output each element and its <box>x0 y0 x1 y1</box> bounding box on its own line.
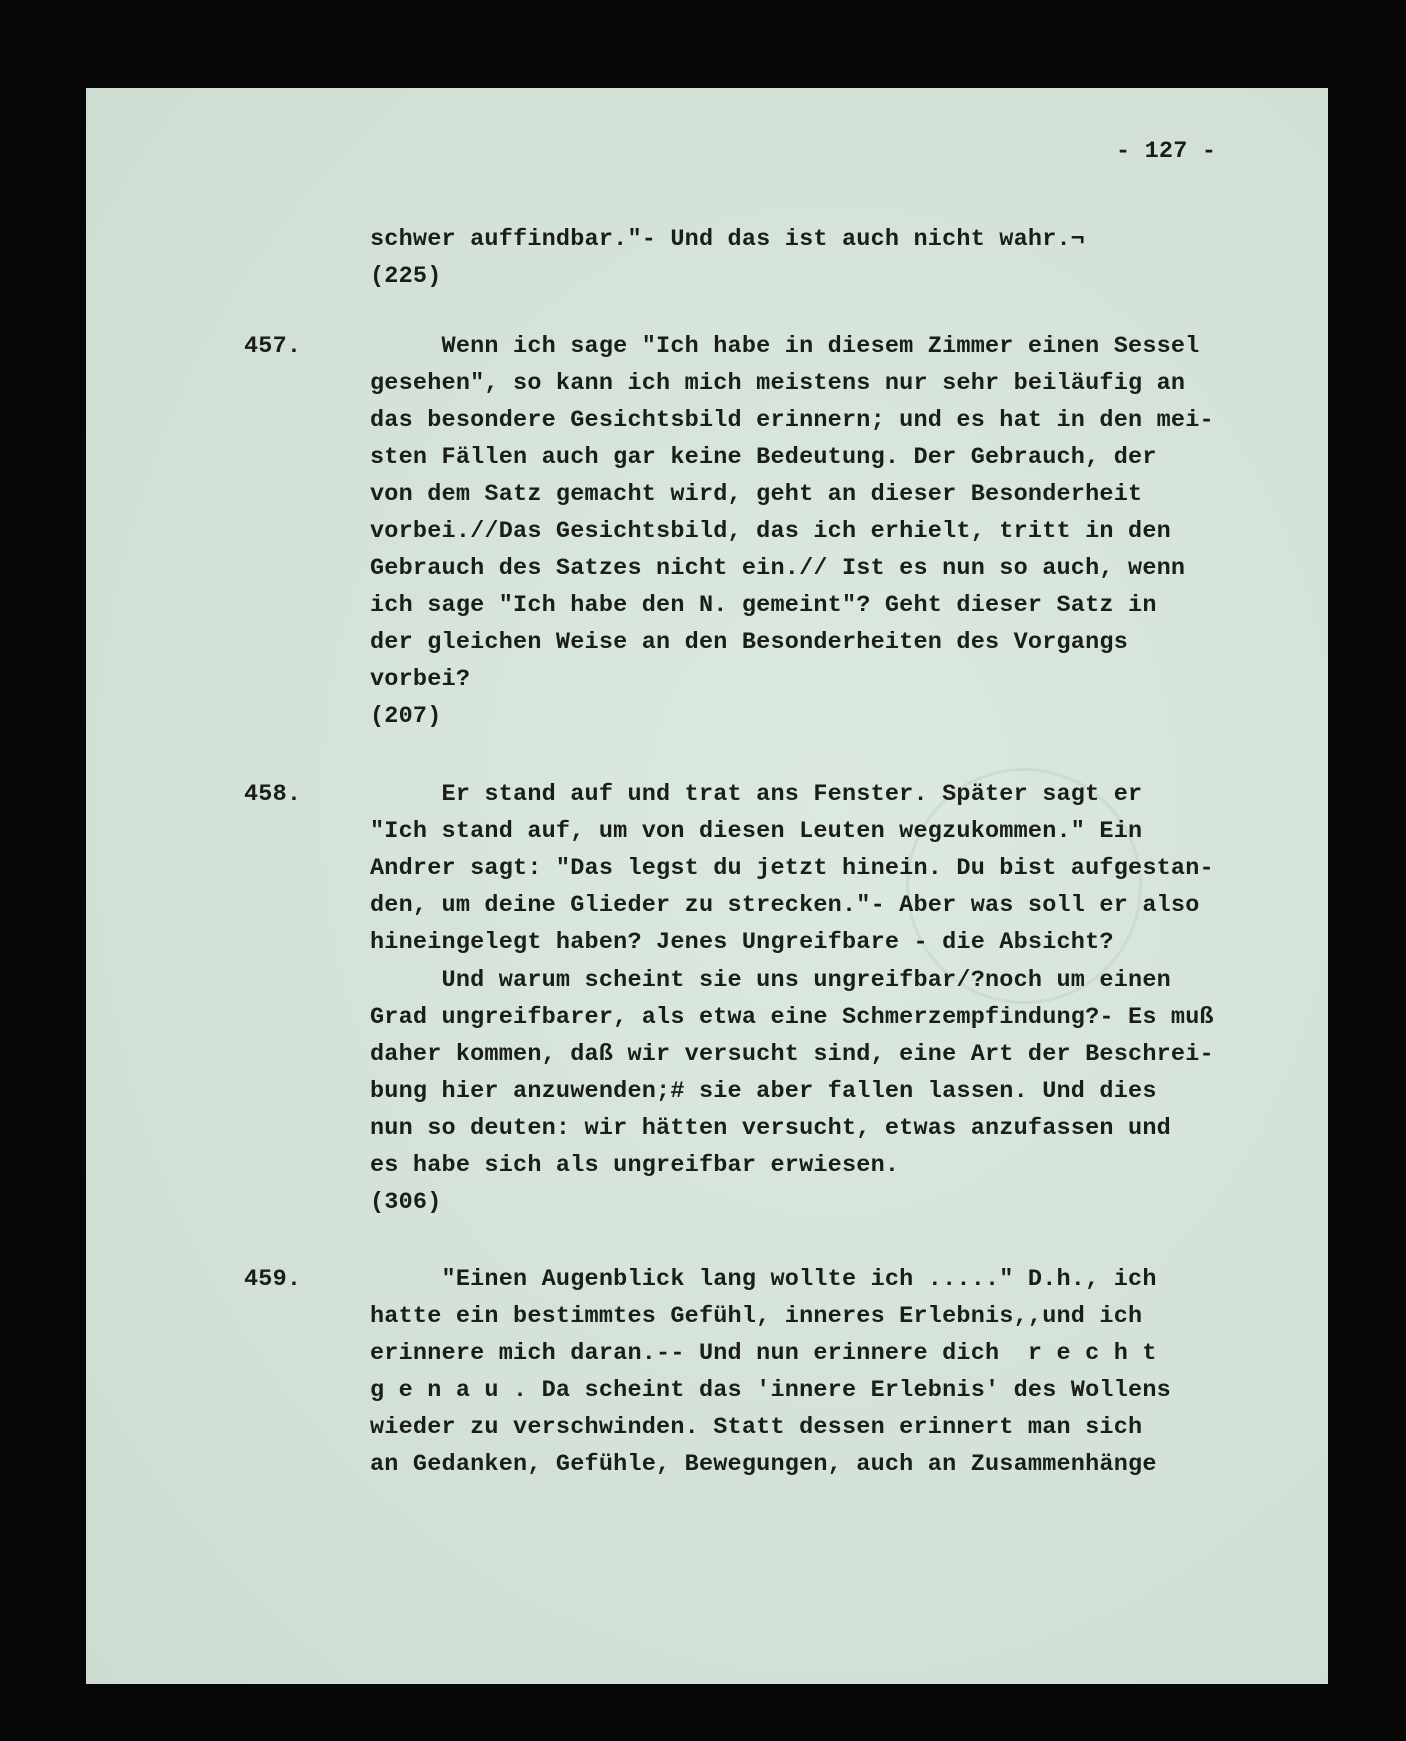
page-number: - 127 - <box>1116 138 1217 165</box>
text-line: (207) <box>370 703 442 730</box>
text-line: hatte ein bestimmtes Gefühl, inneres Erlebnis,,und ich <box>370 1303 1143 1330</box>
text-line: g e n a u . Da scheint das 'innere Erlebnis' des Wollens <box>370 1377 1171 1404</box>
text-line: das besondere Gesichtsbild erinnern; und es hat in den mei- <box>370 407 1214 434</box>
text-line: Andrer sagt: "Das legst du jetzt hinein. Du bist aufgestan- <box>370 855 1214 882</box>
section-number: 457. <box>244 333 302 360</box>
text-line: vorbei.//Das Gesichtsbild, das ich erhielt, tritt in den <box>370 518 1171 545</box>
text-line: wieder zu verschwinden. Statt dessen erinnert man sich <box>370 1414 1143 1441</box>
text-line: Und warum scheint sie uns ungreifbar/?noch um einen <box>370 967 1171 994</box>
text-line: erinnere mich daran.-- Und nun erinnere dich r e c h t <box>370 1340 1157 1367</box>
text-line: von dem Satz gemacht wird, geht an dieser Besonderheit <box>370 481 1143 508</box>
text-line: es habe sich als ungreifbar erwiesen. <box>370 1152 900 1179</box>
text-line: (306) <box>370 1189 442 1216</box>
section-number: 458. <box>244 781 302 808</box>
text-line: Grad ungreifbarer, als etwa eine Schmerzempfindung?- Es muß <box>370 1004 1214 1031</box>
text-line: ich sage "Ich habe den N. gemeint"? Geht dieser Satz in <box>370 592 1157 619</box>
text-line: (225) <box>370 263 442 290</box>
text-line: daher kommen, daß wir versucht sind, eine Art der Beschrei- <box>370 1041 1214 1068</box>
text-line: sten Fällen auch gar keine Bedeutung. Der Gebrauch, der <box>370 444 1157 471</box>
text-line: Gebrauch des Satzes nicht ein.// Ist es nun so auch, wenn <box>370 555 1186 582</box>
text-line: "Einen Augenblick lang wollte ich ....." D.h., ich <box>370 1266 1157 1293</box>
text-line: "Ich stand auf, um von diesen Leuten wegzukommen." Ein <box>370 818 1143 845</box>
text-line: Er stand auf und trat ans Fenster. Später sagt er <box>370 781 1143 808</box>
text-line: schwer auffindbar."- Und das ist auch nicht wahr.¬ <box>370 226 1086 253</box>
text-line: gesehen", so kann ich mich meistens nur sehr beiläufig an <box>370 370 1186 397</box>
text-line: an Gedanken, Gefühle, Bewegungen, auch an Zusammenhänge <box>370 1451 1157 1478</box>
text-line: vorbei? <box>370 666 471 693</box>
text-line: hineingelegt haben? Jenes Ungreifbare - die Absicht? <box>370 929 1114 956</box>
text-line: der gleichen Weise an den Besonderheiten des Vorgangs <box>370 629 1129 656</box>
document-page <box>86 88 1328 1684</box>
text-line: den, um deine Glieder zu strecken."- Aber was soll er also <box>370 892 1200 919</box>
section-number: 459. <box>244 1266 302 1293</box>
text-line: Wenn ich sage "Ich habe in diesem Zimmer einen Sessel <box>370 333 1200 360</box>
text-line: nun so deuten: wir hätten versucht, etwas anzufassen und <box>370 1115 1171 1142</box>
text-line: bung hier anzuwenden;# sie aber fallen lassen. Und dies <box>370 1078 1157 1105</box>
